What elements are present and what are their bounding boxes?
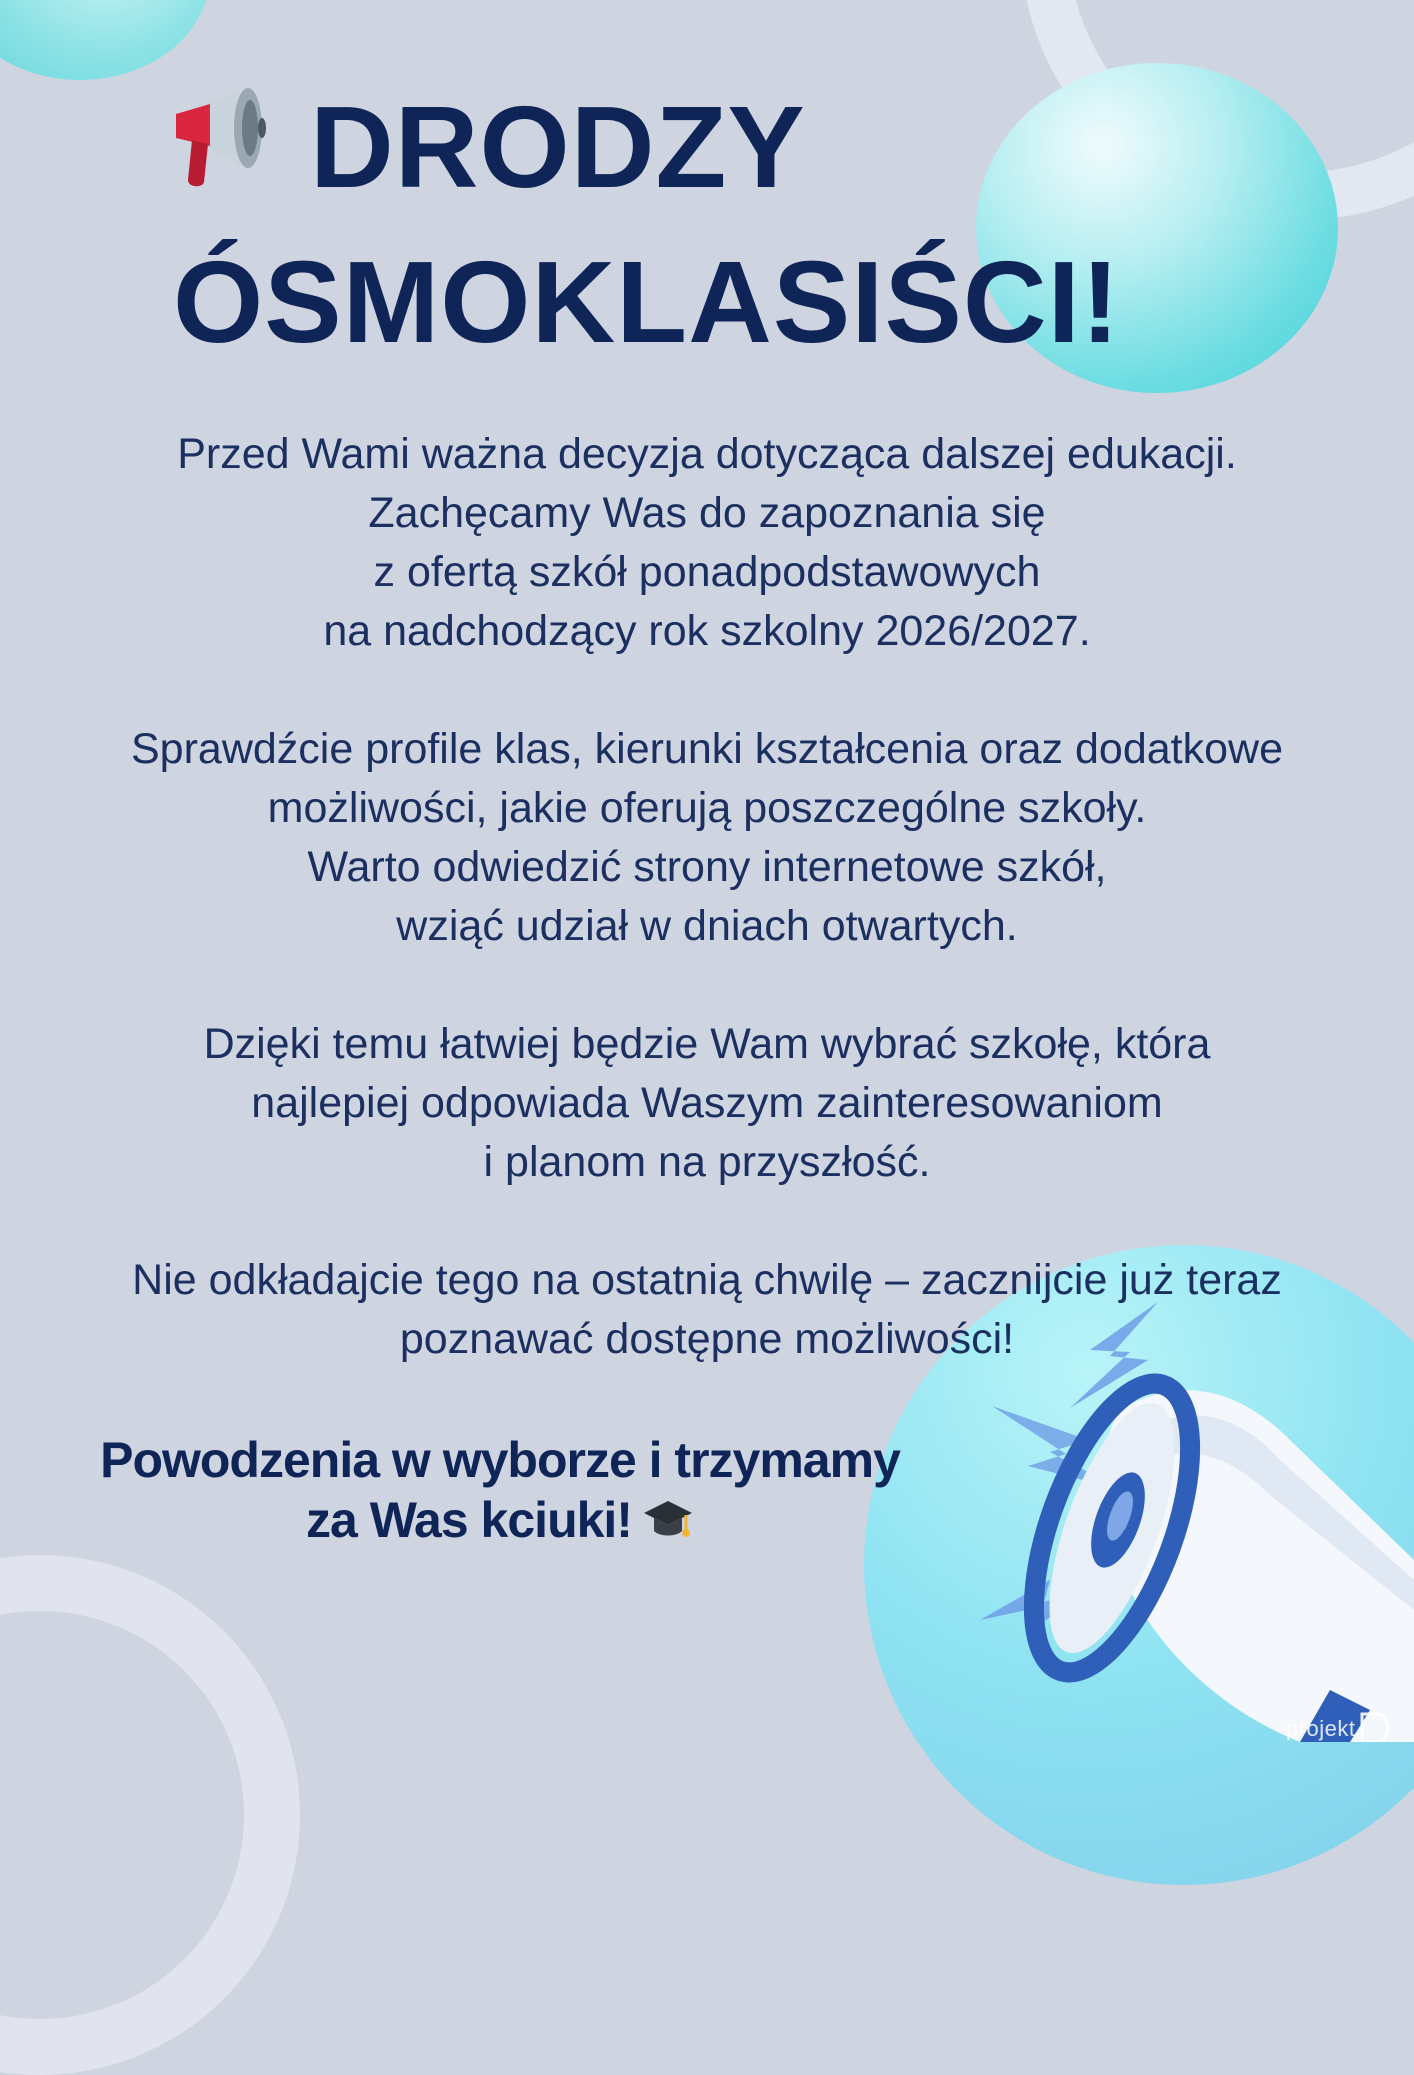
text-line: Dzięki temu łatwiej będzie Wam wybrać szkołę, która	[203, 1020, 1211, 1068]
megaphone-icon	[170, 82, 286, 192]
text-line: na nadchodzący rok szkolny 2026/2027.	[323, 607, 1091, 655]
brand-text: projekt	[1286, 1716, 1356, 1741]
text-line: Sprawdźcie profile klas, kierunki kształcenia oraz dodatkowe	[131, 725, 1283, 773]
text-line: Przed Wami ważna decyzja dotycząca dalszej edukacji.	[177, 430, 1237, 478]
brand-logo	[1286, 1712, 1390, 1742]
headline-line-1: DRODZY	[310, 82, 806, 212]
announcement-body	[0, 425, 1414, 1428]
text-line: wziąć udział w dniach otwartych.	[396, 902, 1018, 950]
graduation-cap-icon	[642, 1495, 694, 1543]
headline-line-2: ÓSMOKLASIŚCI!	[173, 237, 1121, 367]
brand-logo-icon	[1356, 1712, 1390, 1742]
paragraph-2	[0, 720, 1414, 956]
text-line: z ofertą szkół ponadpodstawowych	[373, 548, 1041, 596]
closing-line-2	[50, 1490, 950, 1550]
closing-message	[50, 1430, 950, 1550]
text-line: najlepiej odpowiada Waszym zainteresowaniom	[251, 1079, 1163, 1127]
closing-line-1: Powodzenia w wyborze i trzymamy	[100, 1432, 900, 1488]
paragraph-1	[0, 425, 1414, 661]
text-line: możliwości, jakie oferują poszczególne szkoły.	[267, 784, 1147, 832]
text-line: i planom na przyszłość.	[483, 1138, 931, 1186]
paragraph-4	[0, 1251, 1414, 1369]
text-line: Zachęcamy Was do zapoznania się	[368, 489, 1046, 537]
text-line: Nie odkładajcie tego na ostatnią chwilę – zacznijcie już teraz	[132, 1256, 1282, 1304]
closing-line-2-text: za Was kciuki!	[306, 1492, 632, 1548]
paragraph-3	[0, 1015, 1414, 1192]
text-line: Warto odwiedzić strony internetowe szkół,	[307, 843, 1107, 891]
text-line: poznawać dostępne możliwości!	[399, 1315, 1015, 1363]
page-title	[0, 70, 1414, 380]
decorative-ring-bottom-left	[0, 1555, 300, 2075]
decorative-circle-top-left	[0, 0, 210, 80]
